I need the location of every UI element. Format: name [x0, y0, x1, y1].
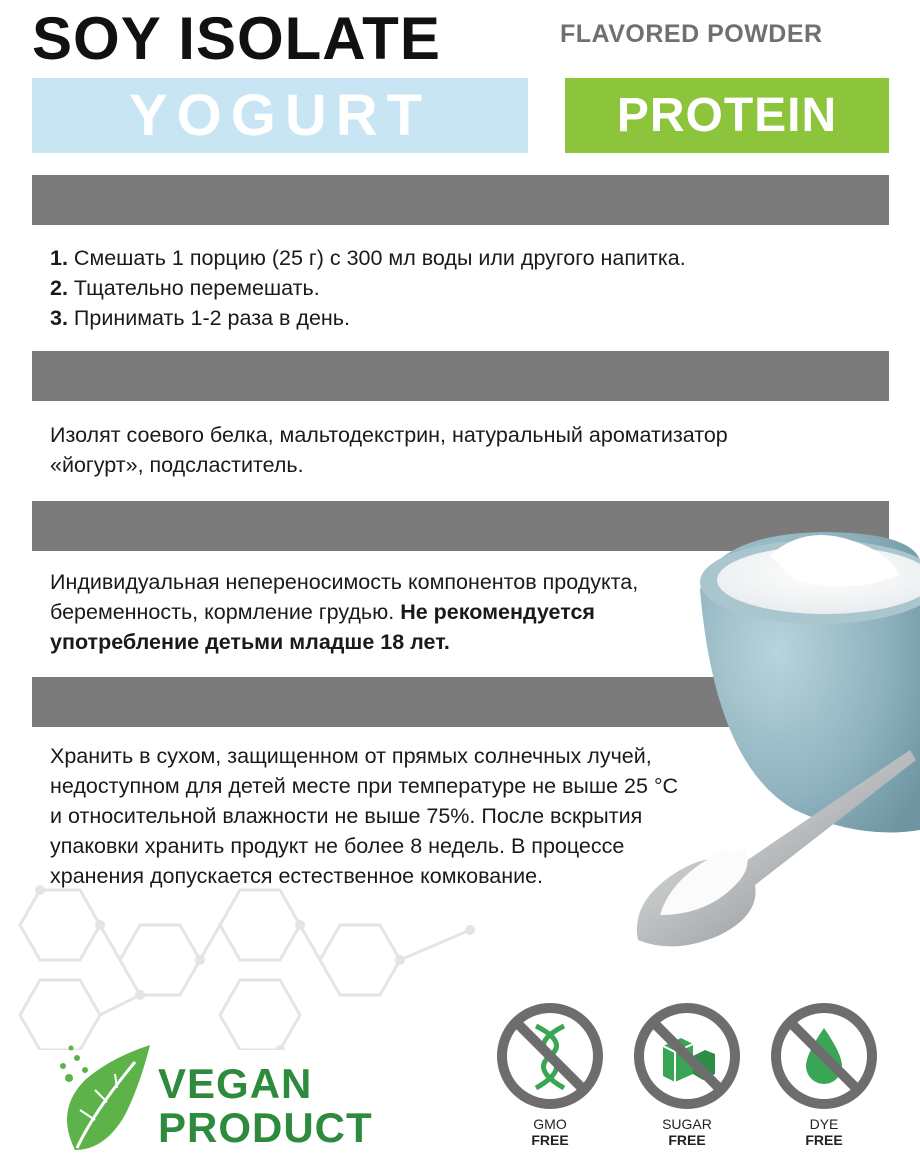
usage-steps	[50, 243, 686, 333]
storage-line: хранения допускается естественное комкование.	[50, 864, 544, 888]
badge-top-text: SUGAR	[662, 1116, 712, 1132]
dye-free-badge	[768, 1002, 880, 1148]
badge-label	[768, 1116, 880, 1148]
usage-step	[50, 243, 686, 273]
usage-step	[50, 273, 686, 303]
contra-line	[50, 627, 700, 657]
contra-line: Индивидуальная непереносимость компонентов продукта,	[50, 570, 639, 594]
usage-step	[50, 303, 686, 333]
leaf-icon	[55, 1040, 155, 1155]
drop-icon	[768, 1002, 880, 1110]
vegan-line: PRODUCT	[158, 1104, 373, 1151]
contra-warning-text: употребление детьми младше 18 лет.	[50, 630, 450, 654]
badge-top-text: DYE	[809, 1116, 839, 1132]
storage-line: и относительной влажности не выше 75%. После вскрытия	[50, 804, 643, 828]
hexagon-pattern	[0, 870, 520, 1050]
vegan-product-label	[158, 1062, 373, 1150]
contraindications-text	[50, 567, 700, 657]
step-text: Смешать 1 порцию (25 г) с 300 мл воды или другого напитка.	[67, 246, 686, 270]
step-text: Тщательно перемешать.	[67, 276, 320, 300]
contra-normal-text: беременность, кормление грудью.	[50, 600, 401, 624]
product-title: SOY ISOLATE	[32, 5, 441, 72]
vegan-line: VEGAN	[158, 1060, 313, 1107]
badge-label	[494, 1116, 606, 1148]
badge-bottom-text: FREE	[668, 1132, 706, 1148]
step-text: Принимать 1-2 раза в день.	[67, 306, 350, 330]
ingredients-line: Изолят соевого белка, мальтодекстрин, натуральный ароматизатор	[50, 423, 728, 447]
protein-label: PROTEIN	[616, 89, 838, 142]
flavor-label: YOGURT	[128, 83, 432, 148]
sugar-free-badge	[631, 1002, 743, 1148]
step-number: 2.	[50, 276, 68, 300]
badge-label	[631, 1116, 743, 1148]
storage-line: упаковки хранить продукт не более 8 недель. В процессе	[50, 834, 625, 858]
flavor-band	[32, 78, 528, 153]
product-subtitle: FLAVORED POWDER	[560, 20, 823, 48]
storage-line: Хранить в сухом, защищенном от прямых солнечных лучей,	[50, 744, 652, 768]
section-bar-usage	[32, 175, 889, 225]
badge-top-text: GMO	[533, 1116, 567, 1132]
storage-text	[50, 741, 750, 891]
contra-warning-text: Не рекомендуется	[400, 600, 595, 624]
ingredients-line: «йогурт», подсластитель.	[50, 453, 304, 477]
storage-line: недоступном для детей месте при температуре не выше 25 °С	[50, 774, 679, 798]
gmo-free-badge	[494, 1002, 606, 1148]
dna-icon	[494, 1002, 606, 1110]
badge-bottom-text: FREE	[805, 1132, 843, 1148]
protein-band	[565, 78, 889, 153]
ingredients-text	[50, 420, 830, 480]
badge-bottom-text: FREE	[531, 1132, 569, 1148]
section-bar-ingredients	[32, 351, 889, 401]
step-number: 1.	[50, 246, 68, 270]
sugar-cubes-icon	[631, 1002, 743, 1110]
contra-line	[50, 597, 700, 627]
step-number: 3.	[50, 306, 68, 330]
